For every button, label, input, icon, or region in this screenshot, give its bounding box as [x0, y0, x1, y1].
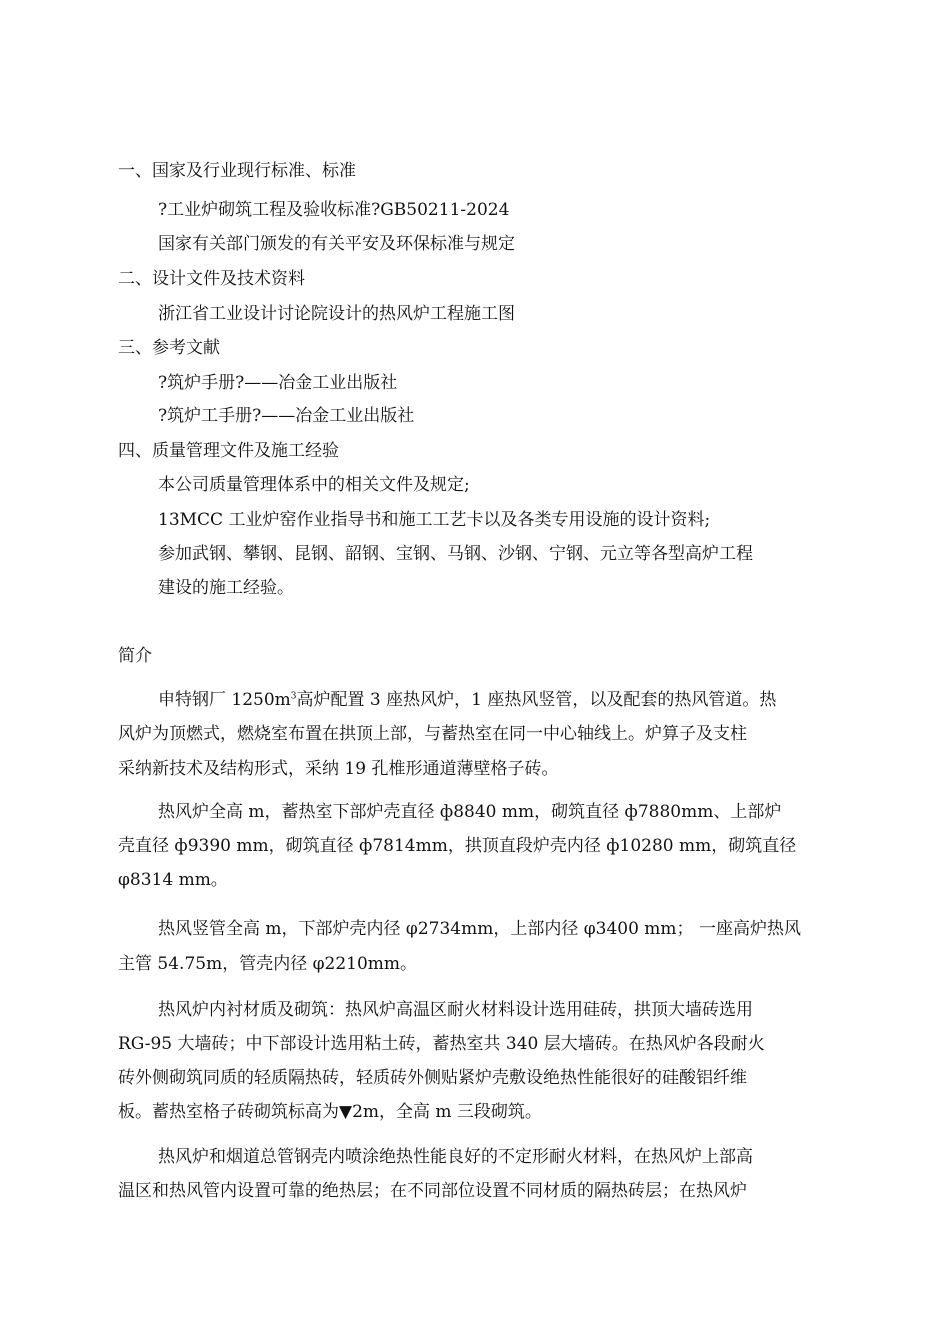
paragraph-line: 热风炉和烟道总管钢壳内喷涂绝热性能良好的不定形耐火材料，在热风炉上部高 [158, 1147, 753, 1167]
list-item: ?筑炉手册?——冶金工业出版社 [158, 373, 398, 393]
paragraph-line: φ8314 mm。 [118, 870, 228, 890]
intro-title: 简介 [118, 646, 152, 666]
section-heading-references: 三、参考文献 [118, 338, 220, 358]
paragraph-line: 申特钢厂 $1250m^3$高炉配置 3 座热风炉，1 座热风竖管，以及配套的热风管道。热 [158, 690, 777, 710]
list-item: 浙江省工业设计讨论院设计的热风炉工程施工图 [158, 304, 515, 324]
list-item: 参加武钢、攀钢、昆钢、韶钢、宝钢、马钢、沙钢、宁钢、元立等各型高炉工程 [158, 544, 753, 564]
list-item: 国家有关部门颁发的有关平安及环保标准与规定 [158, 234, 515, 254]
paragraph-line: 风炉为顶燃式，燃烧室布置在拱顶上部，与蓄热室在同一中心轴线上。炉算子及支柱 [118, 724, 747, 744]
paragraph-line: 热风炉内衬材质及砌筑：热风炉高温区耐火材料设计选用硅砖，拱顶大墙砖选用 [158, 1000, 753, 1020]
paragraph-line: 砖外侧砌筑同质的轻质隔热砖，轻质砖外侧贴紧炉壳敷设绝热性能很好的硅酸铝纤维 [118, 1068, 747, 1088]
list-item: 建设的施工经验。 [158, 578, 294, 598]
section-heading-quality: 四、质量管理文件及施工经验 [118, 441, 339, 461]
section-heading-design-docs: 二、设计文件及技术资料 [118, 269, 305, 289]
list-item: ?筑炉工手册?——冶金工业出版社 [158, 406, 415, 426]
paragraph-line: RG-95 大墙砖；中下部设计选用粘土砖，蓄热室共 340 层大墙砖。在热风炉各段耐火 [118, 1034, 765, 1054]
list-item: 本公司质量管理体系中的相关文件及规定; [158, 475, 470, 495]
section-heading-standards: 一、国家及行业现行标准、标准 [118, 161, 356, 181]
list-item: ?工业炉砌筑工程及验收标准?GB50211-2024 [158, 200, 510, 220]
list-item: 13MCC 工业炉窑作业指导书和施工工艺卡以及各类专用设施的设计资料; [158, 510, 711, 530]
paragraph-line: 热风炉全高 m，蓄热室下部炉壳直径 ф8840 mm，砌筑直径 ф7880mm、上部炉 [158, 802, 782, 822]
paragraph-line: 板。蓄热室格子砖砌筑标高为▼2m，全高 m 三段砌筑。 [118, 1102, 542, 1122]
paragraph-line: 主管 54.75m，管壳内径 φ2210mm。 [118, 954, 418, 974]
paragraph-line: 热风竖管全高 m，下部炉壳内径 φ2734mm，上部内径 φ3400 mm； 一座高炉热风 [158, 919, 801, 939]
paragraph-line: 采纳新技术及结构形式，采纳 19 孔椎形通道薄壁格子砖。 [118, 759, 559, 779]
paragraph-line: 壳直径 ф9390 mm，砌筑直径 ф7814mm，拱顶直段炉壳内径 ф10280 mm，砌筑直径 [118, 836, 797, 856]
paragraph-line: 温区和热风管内设置可靠的绝热层；在不同部位设置不同材质的隔热砖层；在热风炉 [118, 1181, 747, 1201]
